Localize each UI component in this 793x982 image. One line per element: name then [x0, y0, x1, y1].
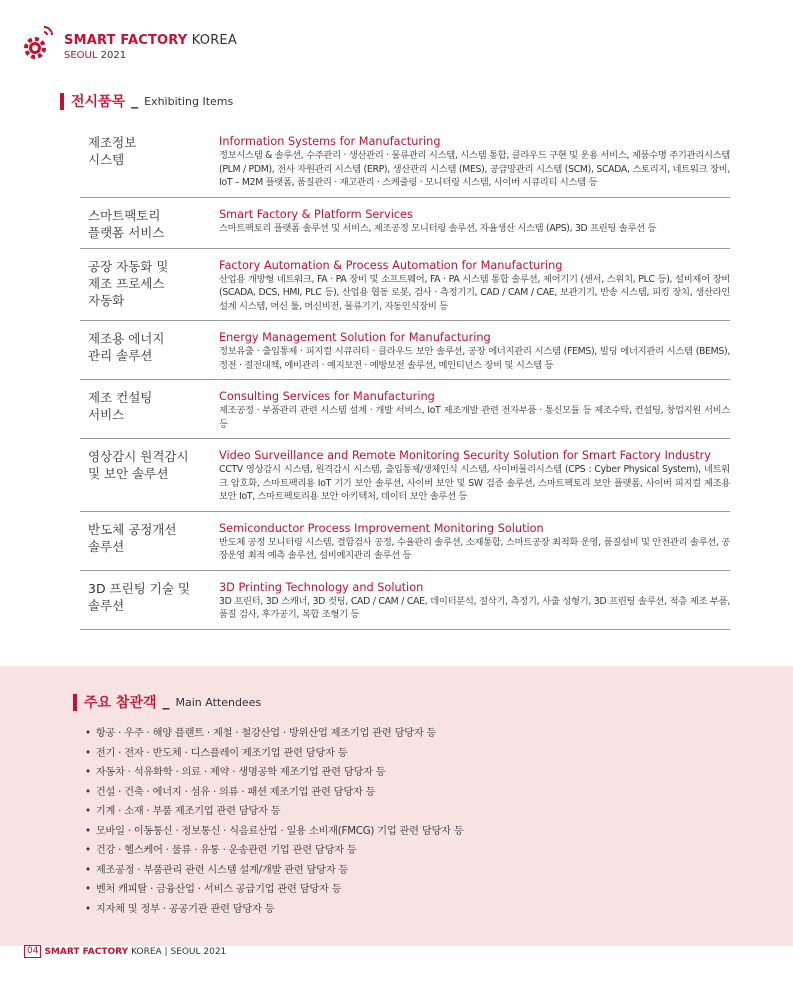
- exhibit-title-en: Smart Factory & Platform Services: [219, 207, 413, 221]
- footer-edition: KOREA | SEOUL 2021: [131, 946, 227, 957]
- exhibit-item: [80, 380, 730, 439]
- attendees-section: [0, 666, 793, 946]
- exhibit-item: [80, 198, 730, 249]
- exhibit-category-line: 시스템: [88, 152, 125, 167]
- brand-logo: [20, 24, 237, 64]
- attendee-item: • 기계 · 소재 · 부품 제조기업 관련 담당자 등: [85, 802, 463, 822]
- exhibit-detail-text: 스마트팩토리 플랫폼 솔루션 및 서비스, 제조공정 모니터링 솔루션, 자율생산 시스템 (APS), 3D 프린팅 솔루션 등: [219, 222, 657, 234]
- exhibit-category-line: 솔루션: [88, 538, 125, 554]
- exhibit-item: [80, 512, 730, 571]
- page-footer: [24, 945, 226, 958]
- exhibit-detail-text: 반도체 공정 모니터링 시스템, 결함검사 공정, 수율관리 솔루션, 소재통합, 스마트공장 최적화 운영, 품질설비 및 안전관리 솔루션, 공장운영 최적 예측 솔루션, 설비예지관리 솔루션 등: [219, 536, 730, 561]
- exhibit-description: [219, 134, 730, 190]
- title-separator: _: [162, 694, 170, 710]
- exhibit-title-en: Consulting Services for Manufacturing: [219, 390, 435, 403]
- exhibit-detail-text: 정보유출 · 출입통제 · 피지컬 시큐리티 · 클라우드 보안 솔루션, 공장 에너지관리 시스템 (FEMS), 빌딩 에너지관리 시스템 (BEMS), 정전 · 절전대책, 예비관리 · 예지보전 · 예방보전 솔루션, 메인티넌스 장비 및 시스템 등: [219, 346, 730, 371]
- exhibit-category-line: 공장 자동화 및: [88, 258, 169, 274]
- attendee-item: • 전기 · 전자 · 반도체 · 디스플레이 제조기업 관련 담당자 등: [85, 744, 463, 764]
- brand-name: [64, 33, 237, 48]
- attendees-section-title: [73, 692, 261, 712]
- attendee-item: • 항공 · 우주 · 해양 플랜트 · 제철 · 철강산업 · 방위산업 제조기업 관련 담당자 등: [85, 724, 463, 744]
- exhibit-description: [219, 580, 730, 622]
- exhibit-category-line: 반도체 공정개선: [88, 521, 177, 537]
- exhibit-title-en: Factory Automation & Process Automation for Manufacturing: [219, 258, 563, 272]
- exhibit-description: [219, 330, 730, 372]
- exhibit-title-en: Video Surveillance and Remote Monitoring Security Solution for Smart Factory Industry: [219, 449, 711, 462]
- section-marker: [73, 694, 77, 711]
- exhibit-category-line: 자동화: [88, 292, 125, 308]
- brand-name-light: KOREA: [191, 33, 237, 48]
- exhibit-category-line: 플랫폼 서비스: [88, 224, 165, 240]
- exhibit-category-line: 및 보안 솔루션: [88, 466, 169, 481]
- exhibiting-items-list: [80, 125, 730, 630]
- exhibit-item: [80, 125, 730, 198]
- brand-name-bold: SMART FACTORY: [64, 33, 188, 48]
- exhibit-category: [80, 521, 219, 563]
- footer-brand: SMART FACTORY: [44, 946, 129, 957]
- exhibit-description: [219, 207, 730, 241]
- exhibiting-title-ko: 전시품목: [71, 94, 126, 110]
- exhibiting-title-en: Exhibiting Items: [144, 94, 234, 108]
- section-marker: [60, 93, 64, 110]
- exhibit-description: [219, 389, 730, 431]
- exhibit-category-line: 서비스: [88, 407, 125, 422]
- attendee-item: • 건설 · 건축 · 에너지 · 섬유 · 의류 · 패션 제조기업 관련 담당자 등: [85, 783, 463, 803]
- exhibiting-section-title: [60, 91, 233, 111]
- exhibit-title-en: 3D Printing Technology and Solution: [219, 580, 424, 594]
- attendees-list: [85, 724, 463, 919]
- exhibit-category: [80, 258, 219, 314]
- brand-city: SEOUL: [64, 50, 98, 61]
- exhibit-title-en: Semiconductor Process Improvement Monitoring Solution: [219, 521, 544, 535]
- brand-location: [64, 50, 126, 61]
- exhibit-description: [219, 258, 730, 314]
- exhibit-category-line: 스마트팩토리: [88, 207, 161, 223]
- exhibit-category-line: 제조 프로세스: [88, 275, 165, 291]
- attendee-item: • 제조공정 · 부품관리 관련 시스템 설계/개발 관련 담당자 등: [85, 861, 463, 881]
- exhibit-category-line: 관리 솔루션: [88, 348, 153, 363]
- exhibit-category-line: 제조용 에너지: [88, 331, 165, 346]
- page-number: 04: [24, 945, 41, 958]
- title-separator: _: [131, 93, 139, 109]
- brand-year: 2021: [100, 50, 127, 61]
- exhibit-category: [80, 330, 219, 372]
- exhibit-category: [80, 207, 219, 241]
- exhibit-category-line: 솔루션: [88, 597, 125, 613]
- attendee-item: • 건강 · 헬스케어 · 물류 · 유통 · 운송관련 기업 관련 담당자 등: [85, 841, 463, 861]
- exhibit-item: [80, 321, 730, 380]
- attendees-title-en: Main Attendees: [175, 695, 262, 709]
- gear-wifi-icon: [20, 24, 60, 62]
- exhibit-category: [80, 389, 219, 431]
- attendee-item: • 자동차 · 석유화학 · 의료 · 제약 · 생명공학 제조기업 관련 담당자 등: [85, 763, 463, 783]
- attendee-item: • 지자체 및 정부 · 공공기관 관련 담당자 등: [85, 900, 463, 920]
- exhibit-category-line: 제조 컨설팅: [88, 390, 153, 405]
- exhibit-description: [219, 521, 730, 563]
- exhibit-title-en: Energy Management Solution for Manufacturing: [219, 331, 491, 344]
- exhibit-category: [80, 580, 219, 622]
- exhibit-category-line: 제조정보: [88, 135, 137, 150]
- exhibit-item: [80, 439, 730, 512]
- exhibit-detail-text: 정보시스템 & 솔루션, 수주관리 · 생산관리 · 물류관리 시스템, 시스템 통합, 클라우드 구현 및 운용 서비스, 제품수명 주기관리시스템 (PLM / PDM), 전사 자원관리 시스템 (ERP), 생산관리 시스템 (MES), 공급망관리 시스템 (SCM), SCADA, 스토리지, 네트워크 장비, IoT – M2M 플랫폼, 품질관리 · 재고관리 · 스케줄링 · 모니터링 시스템, 사이버 시큐리티 시스템 등: [219, 150, 730, 188]
- exhibit-item: [80, 249, 730, 322]
- exhibit-detail-text: CCTV 영상감시 시스템, 원격감시 시스템, 출입통제/생체인식 시스템, 사이버물리시스템 (CPS : Cyber Physical System), 네트워크 암호화, 스마트팩리용 IoT 기기 보안 솔루션, 사이버 보안 및 SW 검증 솔루션, 스마트팩토리 보안 플랫폼, 사이버 피지컬 제조용 보안 IoT, 스마트팩토리용 보안 아키텍처, 데이터 보안 솔루션 등: [219, 464, 730, 502]
- exhibit-detail-text: 3D 프린터, 3D 스캐너, 3D 컷팅, CAD / CAM / CAE, 데이터분석, 절삭기, 측정기, 사출 성형기, 3D 프린팅 솔루션, 적층 제조 부품, 품질 검사, 후가공기, 복합 조형기 등: [219, 595, 730, 620]
- attendee-item: • 벤처 캐피탈 · 금융산업 · 서비스 공급기업 관련 담당자 등: [85, 880, 463, 900]
- exhibit-category-line: 3D 프린팅 기술 및: [88, 580, 190, 596]
- exhibit-detail-text: 제조공정 · 부품관리 관련 시스템 설계 · 개발 서비스, IoT 제조개발 관련 전자부품 · 통신모듈 등 제조수탁, 컨설팅, 창업지원 서비스 등: [219, 405, 730, 430]
- exhibit-description: [219, 448, 730, 504]
- attendees-title-ko: 주요 참관객: [84, 695, 157, 711]
- exhibit-category: [80, 448, 219, 504]
- exhibit-detail-text: 산업용 개방형 네트워크, FA · PA 장비 및 소프트웨어, FA · PA 시스템 통합 솔루션, 제어기기 (센서, 스위치, PLC 등), 설비제어 장비 (SCADA, DCS, HMI, PLC 등), 산업용 협동 로봇, 검사 · 측정기기, CAD / CAM / CAE, 보관기기, 반송 시스템, 피킹 장치, 생산라인 설계 시스템, 머신 툴, 머신비전, 물류기기, 자동인식장비 등: [219, 273, 730, 312]
- attendee-item: • 모바일 · 이동통신 · 정보통신 · 식음료산업 · 일용 소비재(FMCG) 기업 관련 담당자 등: [85, 822, 463, 842]
- exhibit-item: [80, 571, 730, 630]
- exhibit-category: [80, 134, 219, 190]
- exhibit-category-line: 영상감시 원격감시: [88, 449, 189, 464]
- exhibit-title-en: Information Systems for Manufacturing: [219, 135, 441, 148]
